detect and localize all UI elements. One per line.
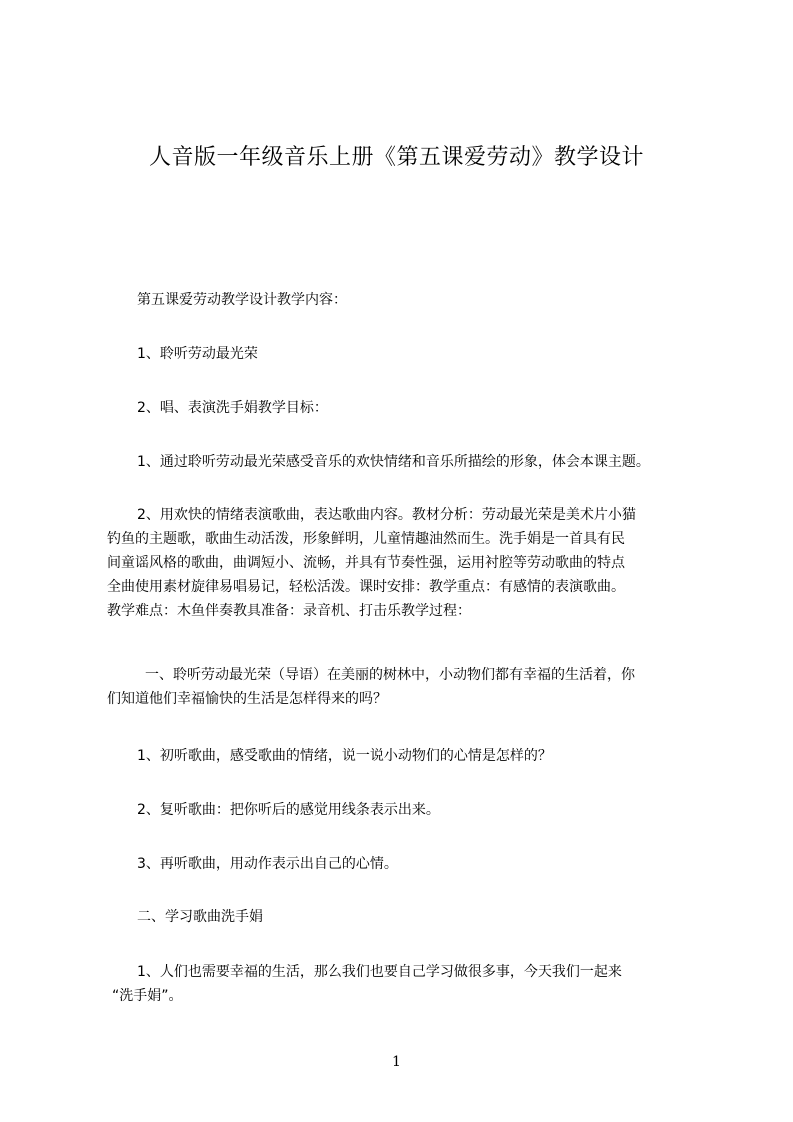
paragraph-section-2-step-1-line: “洗手娟”。: [112, 988, 183, 1004]
paragraph-goal-2-line: 教学难点：木鱼伴奏教具准备：录音机、打击乐教学过程：: [107, 603, 471, 619]
paragraph-section-2: 二、学习歌曲洗手娟: [137, 909, 263, 925]
paragraph-goal-2-line: 全曲使用素材旋律易唱易记，轻松活泼。课时安排：教学重点：有感情的表演歌曲。: [107, 579, 625, 595]
paragraph-item-2: 2、唱、表演洗手娟教学目标：: [137, 400, 328, 416]
paragraph-section-2-step-1-line: 1、人们也需要幸福的生活，那么我们也要自己学习做很多事，今天我们一起来: [137, 964, 622, 980]
paragraph-goal-1: 1、通过聆听劳动最光荣感受音乐的欢快情绪和音乐所描绘的形象，体会本课主题。: [137, 454, 650, 470]
paragraph-section-1-line: 们知道他们幸福愉快的生活是怎样得来的吗？: [107, 691, 387, 707]
page-number: 1: [392, 1054, 401, 1070]
paragraph-section-1-line: 一、聆听劳动最光荣（导语）在美丽的树林中，小动物们都有幸福的生活着，你: [145, 667, 635, 683]
paragraph-content-intro: 第五课爱劳动教学设计教学内容：: [137, 292, 347, 308]
paragraph-item-1: 1、聆听劳动最光荣: [137, 346, 258, 362]
paragraph-goal-2-line: 钓鱼的主题歌，歌曲生动活泼，形象鲜明，儿童情趣油然而生。洗手娟是一首具有民: [107, 531, 625, 547]
paragraph-goal-2-line: 间童谣风格的歌曲，曲调短小、流畅，并具有节奏性强，运用衬腔等劳动歌曲的特点: [107, 555, 625, 571]
paragraph-step-2: 2、复听歌曲：把你听后的感觉用线条表示出来。: [137, 802, 440, 818]
paragraph-goal-2-line: 2、用欢快的情绪表演歌曲，表达歌曲内容。教材分析：劳动最光荣是美术片小猫: [137, 507, 636, 523]
document-title: 人音版一年级音乐上册《第五课爱劳动》教学设计: [148, 145, 644, 170]
paragraph-step-3: 3、再听歌曲，用动作表示出自己的心情。: [137, 856, 398, 872]
paragraph-step-1: 1、初听歌曲，感受歌曲的情绪，说一说小动物们的心情是怎样的？: [137, 748, 552, 764]
